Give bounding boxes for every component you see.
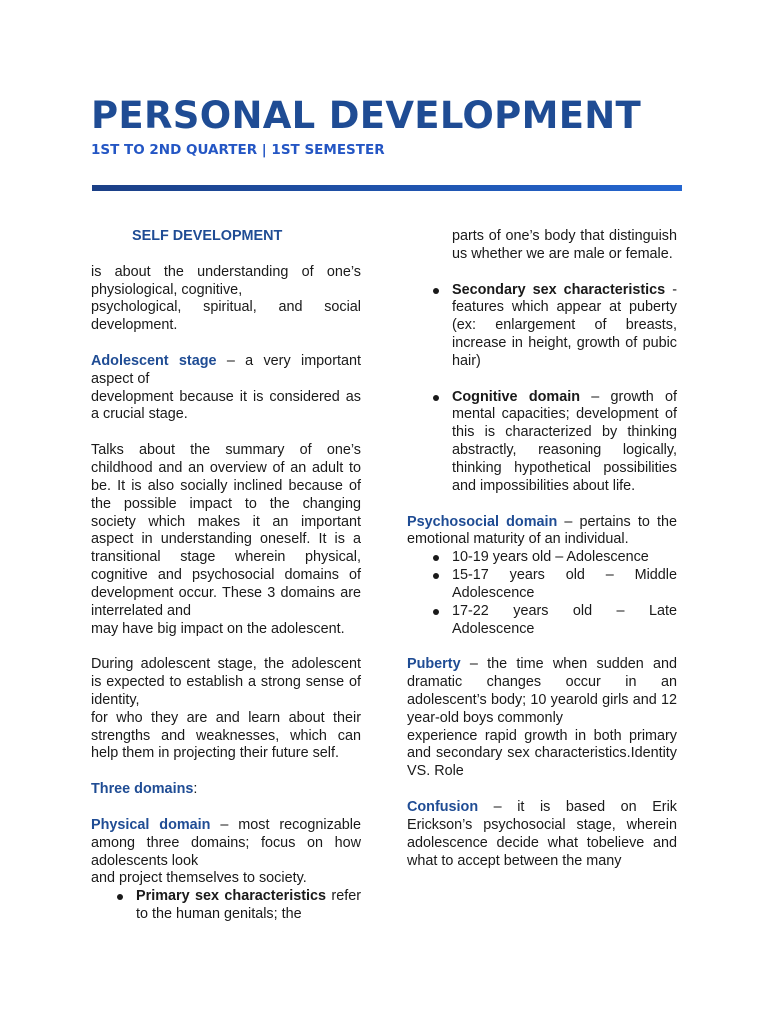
secondary-bullet	[407, 282, 677, 371]
intro-paragraph	[91, 264, 361, 335]
intro-line-1: is about the understanding of one’s physiological, cognitive,	[91, 263, 361, 298]
physical-paragraph	[91, 817, 361, 888]
physical-bullets	[91, 888, 361, 924]
three-domains-heading	[91, 781, 361, 799]
physical-text-1: – most recognizable among three domains; focus on how adolescents look	[91, 816, 361, 869]
header-divider	[92, 185, 682, 191]
list-item: 17-22 years old – Late Adolescence	[407, 603, 677, 639]
primary-continuation: parts of one’s body that distinguish us whether we are male or female.	[452, 228, 677, 262]
list-item	[91, 888, 361, 924]
document-title: PERSONAL DEVELOPMENT	[91, 94, 642, 137]
psychosocial-text: – pertains to the emotional maturity of an individual.	[407, 513, 677, 548]
psychosocial-term: Psychosocial domain	[407, 513, 558, 530]
document-subtitle: 1ST TO 2ND QUARTER | 1ST SEMESTER	[91, 142, 385, 158]
during-paragraph	[91, 656, 361, 763]
physical-term: Physical domain	[91, 816, 211, 833]
cognitive-text: – growth of mental capacities; development of this is characterized by thinking abstractly, reasoning logically, thinking hypothetical possibilities and impossibilities about life.	[452, 388, 677, 494]
list-item	[407, 282, 677, 371]
intro-line-2: psychological, spiritual, and social development.	[91, 299, 361, 334]
confusion-text: – it is based on Erik Erickson’s psychosocial stage, wherein adolescence decide what tobelieve and what to accept between the many	[407, 799, 677, 869]
primary-text: refer to the human genitals; the	[136, 888, 361, 923]
adolescent-text-1: – a very important aspect of	[91, 352, 361, 387]
adolescent-paragraph	[91, 353, 361, 424]
section-title: SELF DEVELOPMENT	[132, 228, 283, 244]
summary-text-2: may have big impact on the adolescent.	[91, 620, 345, 637]
puberty-paragraph	[407, 656, 677, 781]
summary-text: Talks about the summary of one’s childhood and an overview of an adult to be. It is also socially inclined because of the possible impact to the changing society which makes it an important aspect in understanding oneself. It is a transitional stage wherein physical, cognitive and psychosocial domains of development occur. These 3 domains are interrelated and	[91, 442, 361, 619]
adolescent-term: Adolescent stage	[91, 352, 217, 369]
secondary-term: Secondary sex characteristics	[452, 281, 666, 298]
cognitive-term: Cognitive domain	[452, 388, 580, 405]
list-item: 10-19 years old – Adolescence	[407, 549, 677, 567]
confusion-paragraph	[407, 799, 677, 870]
three-domains-term: Three domains	[91, 781, 194, 798]
cognitive-bullet	[407, 389, 677, 496]
three-domains-colon: :	[193, 781, 198, 798]
puberty-term: Puberty	[407, 656, 461, 673]
during-text-2: for who they are and learn about their strengths and weaknesses, which can help them in projecting their future self.	[91, 709, 361, 762]
summary-paragraph	[91, 442, 361, 638]
age-list	[407, 549, 677, 638]
puberty-text-2: experience rapid growth in both primary and secondary sex characteristics.Identity VS. Role	[407, 727, 677, 780]
left-column	[91, 228, 361, 942]
list-item	[407, 389, 677, 496]
during-text-1: During adolescent stage, the adolescent is expected to establish a strong sense of identity,	[91, 656, 361, 708]
confusion-term: Confusion	[407, 799, 479, 815]
adolescent-text-2: development because it is considered as a crucial stage.	[91, 388, 361, 423]
right-column	[407, 228, 677, 888]
puberty-text-1: – the time when sudden and dramatic changes occur in an adolescent’s body; 10 yearold girls and 12 year-old boys commonly	[407, 656, 677, 726]
list-item: 15-17 years old – Middle Adolescence	[407, 567, 677, 603]
physical-text-2: and project themselves to society.	[91, 870, 307, 887]
secondary-text: - features which appear at puberty (ex: enlargement of breasts, increase in height, growth of pubic hair)	[452, 281, 677, 369]
psychosocial-paragraph	[407, 514, 677, 550]
primary-term: Primary sex characteristics	[136, 888, 326, 905]
